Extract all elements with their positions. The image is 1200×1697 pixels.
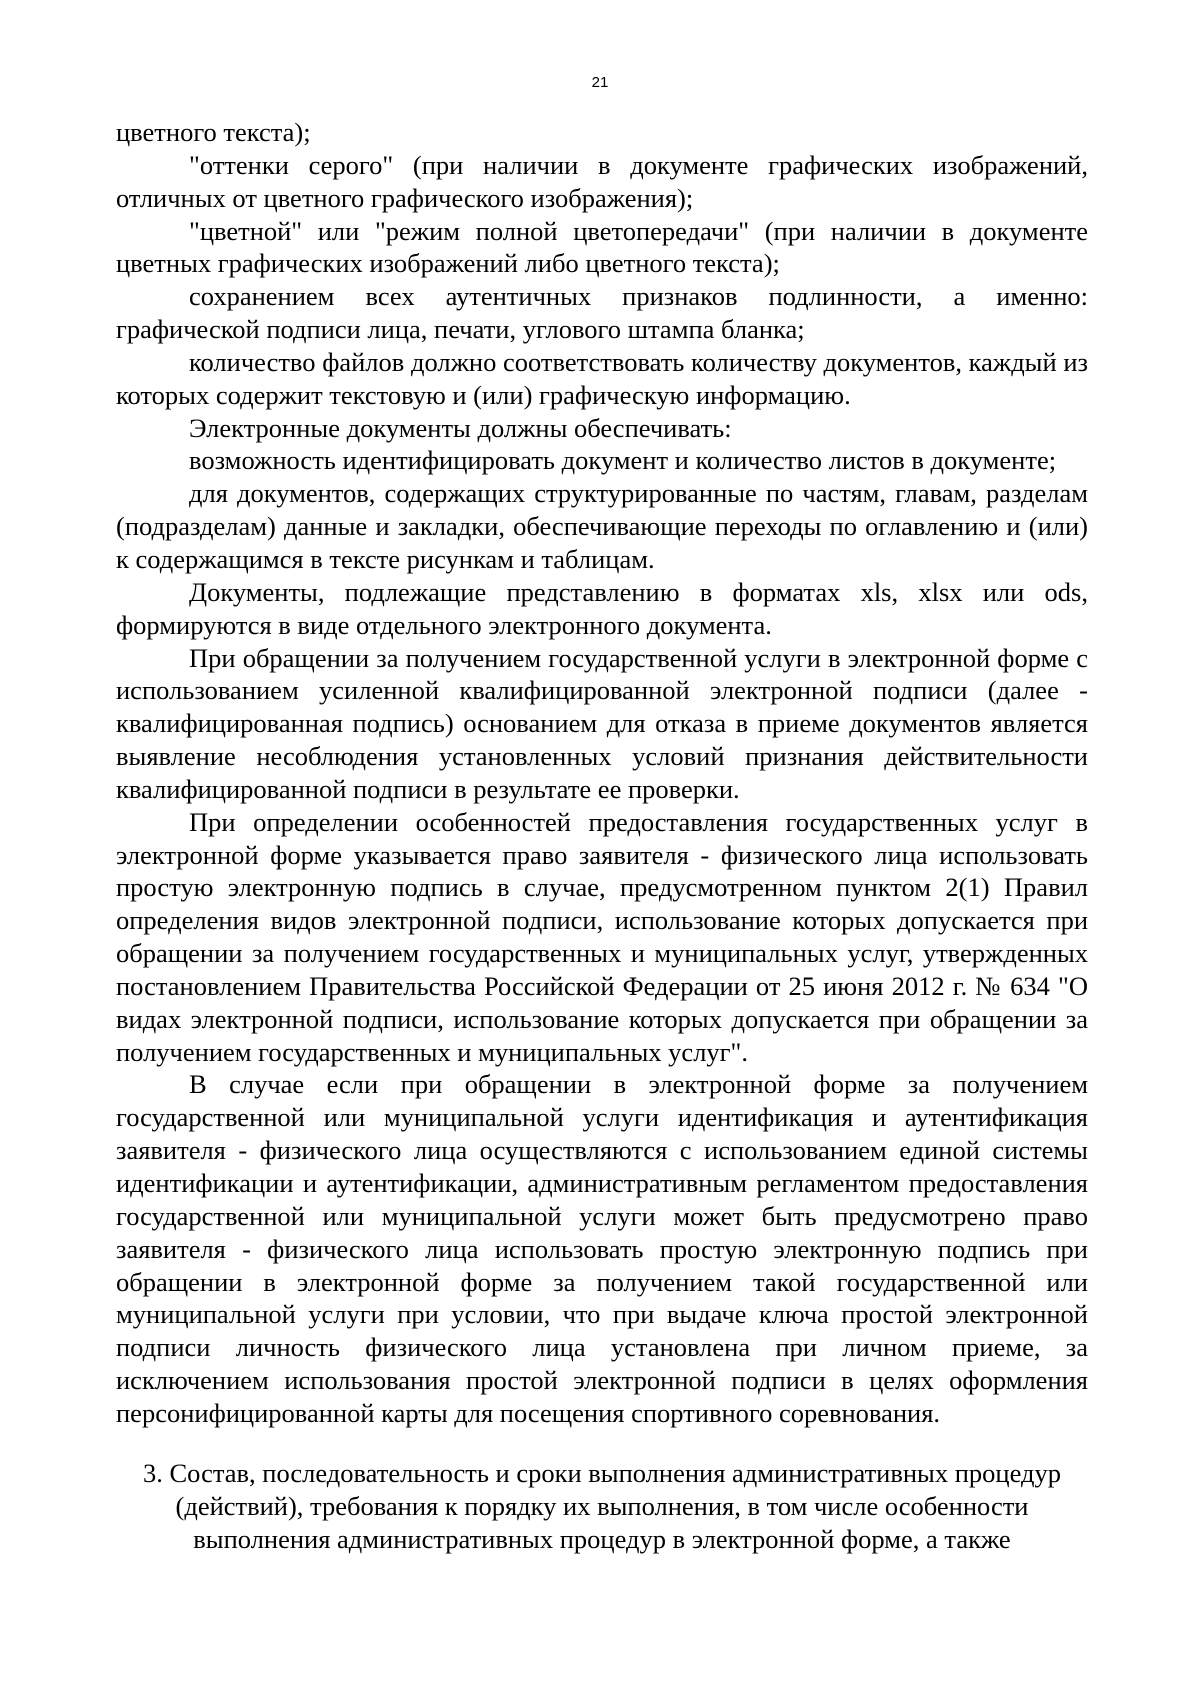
paragraph-esia-identification: В случае если при обращении в электронной форме за получением государственной или муниципальной услуги идентификация и аутентификация заявителя - физического лица осуществляются с использованием единой системы идентификации и аутентификации, административным регламентом предоставления государственной или муниципальной услуги может быть предусмотрено право заявителя - физического лица использовать простую электронную подпись при обращении в электронной форме за получением такой государственной или муниципальной услуги при условии, что при выдаче ключа простой электронной подписи личность физического лица установлена при личном приеме, за исключением использования простой электронной подписи в целях оформления персонифицированной карты для посещения спортивного соревнования. [116,1069,1088,1428]
paragraph-spreadsheet-formats: Документы, подлежащие представлению в форматах xls, xlsx или ods, формируются в виде отдельного электронного документа. [116,576,1088,640]
page-number: 21 [591,74,609,91]
section-heading-line: 3. Состав, последовательность и сроки выполнения административных процедур [143,1458,1061,1488]
document-body [116,116,1088,1430]
paragraph-simple-signature-right: При определении особенностей предоставления государственных услуг в электронной форме указывается право заявителя - физического лица использовать простую электронную подпись в случае, предусмотренном пунктом 2(1) Правил определения видов электронной подписи, использование которых допускается при обращении за получением государственных и муниципальных услуг, утвержденных постановлением Правительства Российской Федерации от 25 июня 2012 г. № 634 "О видах электронной подписи, использование которых допускается при обращении за получением государственных и муниципальных услуг". [116,806,1088,1067]
paragraph-file-count: количество файлов должно соответствовать количеству документов, каждый из которых содержит текстовую и (или) графическую информацию. [116,346,1088,410]
paragraph-authenticity: сохранением всех аутентичных признаков подлинности, а именно: графической подписи лица, печати, углового штампа бланка; [116,281,1088,345]
paragraph-qualified-signature: При обращении за получением государственной услуги в электронной форме с использованием усиленной квалифицированной электронной подписи (далее - квалифицированная подпись) основанием для отказа в приеме документов является выявление несоблюдения установленных условий признания действительности квалифицированной подписи в результате ее проверки. [116,642,1088,804]
paragraph-e-docs-requirements: Электронные документы должны обеспечивать: [189,412,732,443]
paragraph-structured-docs: для документов, содержащих структурированные по частям, главам, разделам (подразделам) данные и закладки, обеспечивающие переходы по оглавлению и (или) к содержащимся в тексте рисункам и таблицам. [116,478,1088,574]
paragraph-continuation: цветного текста); [116,117,311,147]
paragraph-grayscale-mode: "оттенки серого" (при наличии в документе графических изображений, отличных от цветного графического изображения); [116,149,1088,213]
paragraph-identification: возможность идентифицировать документ и количество листов в документе; [189,445,1057,476]
paragraph-color-mode: "цветной" или "режим полной цветопередачи" (при наличии в документе цветных графических изображений либо цветного текста); [116,215,1088,279]
section-heading-line: выполнения административных процедур в электронной форме, а также [193,1523,1011,1554]
section-heading-line: (действий), требования к порядку их выполнения, в том числе особенности [175,1490,1029,1521]
section-heading [116,1457,1088,1556]
